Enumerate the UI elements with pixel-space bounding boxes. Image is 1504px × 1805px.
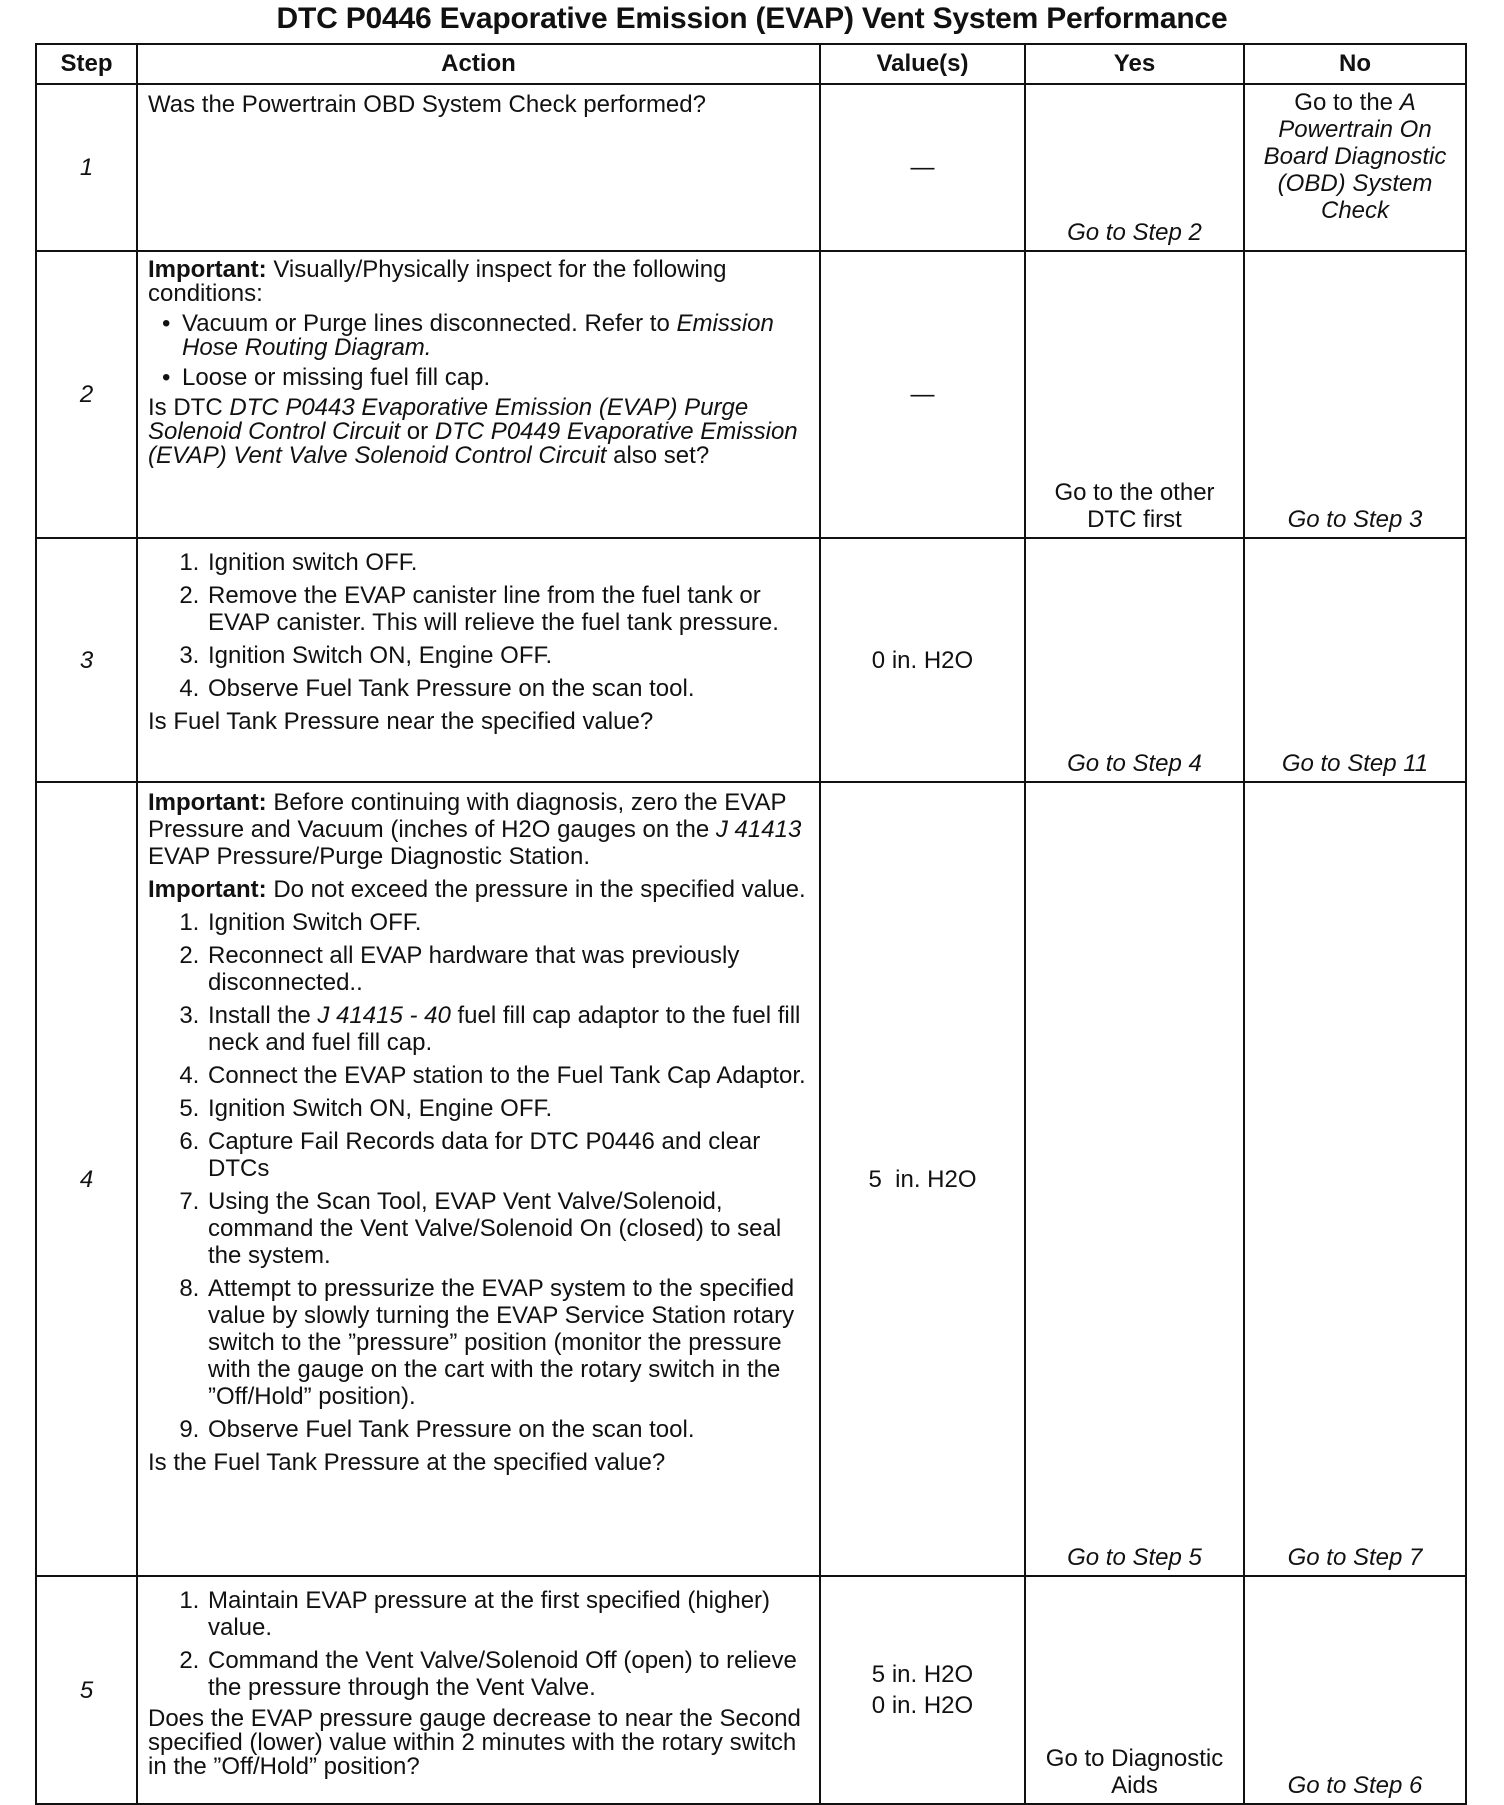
yes-cell: Go to Diagnostic Aids bbox=[1025, 1576, 1244, 1804]
list-item: 1. Ignition switch OFF. bbox=[206, 549, 809, 576]
no-cell: Go to Step 6 bbox=[1244, 1576, 1466, 1804]
action-cell bbox=[137, 84, 820, 251]
header-step: Step bbox=[36, 44, 137, 84]
action-question: Is the Fuel Tank Pressure at the specified value? bbox=[148, 1449, 666, 1476]
value-cell bbox=[820, 1576, 1025, 1804]
list-item: 2. Reconnect all EVAP hardware that was previously disconnected.. bbox=[206, 942, 809, 996]
list-item bbox=[182, 312, 809, 360]
step-number: 2 bbox=[36, 251, 137, 538]
no-text: Go to the bbox=[1294, 89, 1400, 116]
list-item: 1. Ignition Switch OFF. bbox=[206, 909, 809, 936]
yes-cell: Go to Step 5 bbox=[1025, 782, 1244, 1576]
list-item: 8. Attempt to pressurize the EVAP system to the specified value by slowly turning the EVAP Service Station rotary switch to the ”pressure” position (monitor the pressure with the gauge on the cart with the rotary switch in the ”Off/Hold” position). bbox=[206, 1275, 809, 1410]
question-text: or bbox=[400, 418, 435, 445]
list-item-text: Install the bbox=[208, 1002, 318, 1029]
step-number: 4 bbox=[36, 782, 137, 1576]
action-cell bbox=[137, 251, 820, 538]
no-cell: Go to Step 3 bbox=[1244, 251, 1466, 538]
action-cell bbox=[137, 538, 820, 782]
list-item-reference: Emission Hose Routing Diagram. bbox=[182, 310, 774, 361]
diagnostic-table bbox=[35, 43, 1467, 1805]
list-item: 2. Command the Vent Valve/Solenoid Off (open) to relieve the pressure through the Vent Valve. bbox=[206, 1647, 809, 1701]
page-title: DTC P0446 Evaporative Emission (EVAP) Vent System Performance bbox=[276, 2, 1228, 35]
table-header-row bbox=[36, 44, 1466, 84]
yes-cell: Go to Step 4 bbox=[1025, 538, 1244, 782]
value-cell: 5 in. H2O bbox=[820, 782, 1025, 1576]
step-number: 3 bbox=[36, 538, 137, 782]
list-item-text: Vacuum or Purge lines disconnected. Refer to bbox=[182, 310, 677, 337]
table-row bbox=[36, 782, 1466, 1576]
list-item: 7. Using the Scan Tool, EVAP Vent Valve/Solenoid, command the Vent Valve/Solenoid On (closed) to seal the system. bbox=[206, 1188, 809, 1269]
question-text: also set? bbox=[606, 442, 710, 469]
important-text: Visually/Physically inspect for the following conditions: bbox=[148, 256, 727, 307]
value-cell: 0 in. H2O bbox=[820, 538, 1025, 782]
header-values: Value(s) bbox=[820, 44, 1025, 84]
header-no: No bbox=[1244, 44, 1466, 84]
action-cell bbox=[137, 1576, 820, 1804]
table-row bbox=[36, 538, 1466, 782]
tool-reference: J 41415 - 40 bbox=[317, 1002, 451, 1029]
action-question: Is Fuel Tank Pressure near the specified value? bbox=[148, 708, 654, 735]
table-row bbox=[36, 84, 1466, 251]
list-item: 6. Capture Fail Records data for DTC P0446 and clear DTCs bbox=[206, 1128, 809, 1182]
important-text: EVAP Pressure/Purge Diagnostic Station. bbox=[148, 843, 591, 870]
list-item: 1. Maintain EVAP pressure at the first specified (higher) value. bbox=[206, 1587, 809, 1641]
list-item: 3. Ignition Switch ON, Engine OFF. bbox=[206, 642, 809, 669]
no-link-text: A Powertrain On Board Diagnostic (OBD) System Check bbox=[1263, 89, 1447, 224]
action-question: Does the EVAP pressure gauge decrease to near the Second specified (lower) value within 2 minutes with the rotary switch in the ”Off/Hold” position? bbox=[148, 1705, 801, 1780]
action-question: Was the Powertrain OBD System Check performed? bbox=[148, 91, 706, 118]
step-number: 5 bbox=[36, 1576, 137, 1804]
first-value: 5 in. H2O bbox=[871, 1661, 974, 1688]
procedure-list bbox=[148, 1587, 809, 1701]
value-cell: — bbox=[820, 251, 1025, 538]
no-cell bbox=[1244, 84, 1466, 251]
list-item: 2. Remove the EVAP canister line from the fuel tank or EVAP canister. This will relieve the fuel tank pressure. bbox=[206, 582, 809, 636]
header-yes: Yes bbox=[1025, 44, 1244, 84]
important-label: Important: bbox=[148, 256, 267, 283]
important-text: Before continuing with diagnosis, zero the EVAP Pressure and Vacuum (inches of H2O gauges on the bbox=[148, 789, 787, 843]
question-text: Is DTC bbox=[148, 394, 230, 421]
condition-list bbox=[148, 312, 809, 390]
value-cell: — bbox=[820, 84, 1025, 251]
action-cell bbox=[137, 782, 820, 1576]
no-cell: Go to Step 7 bbox=[1244, 782, 1466, 1576]
table-row bbox=[36, 251, 1466, 538]
second-value: 0 in. H2O bbox=[871, 1692, 974, 1719]
yes-cell: Go to Step 2 bbox=[1025, 84, 1244, 251]
important-label: Important: bbox=[148, 789, 267, 816]
list-item: 4. Connect the EVAP station to the Fuel Tank Cap Adaptor. bbox=[206, 1062, 809, 1089]
question-reference: DTC P0443 Evaporative Emission (EVAP) Purge Solenoid Control Circuit bbox=[148, 394, 749, 445]
procedure-list bbox=[148, 909, 809, 1443]
important-text: Do not exceed the pressure in the specified value. bbox=[266, 876, 806, 903]
table-row bbox=[36, 1576, 1466, 1804]
important-label: Important: bbox=[148, 876, 267, 903]
list-item: 9. Observe Fuel Tank Pressure on the scan tool. bbox=[206, 1416, 809, 1443]
step-number: 1 bbox=[36, 84, 137, 251]
header-action: Action bbox=[137, 44, 820, 84]
list-item bbox=[206, 1002, 809, 1056]
question-reference: DTC P0449 Evaporative Emission (EVAP) Vent Valve Solenoid Control Circuit bbox=[148, 418, 798, 469]
list-item-text: Loose or missing fuel fill cap. bbox=[182, 364, 491, 391]
list-item: 4. Observe Fuel Tank Pressure on the scan tool. bbox=[206, 675, 809, 702]
list-item-text: fuel fill cap adaptor to the fuel fill neck and fuel fill cap. bbox=[208, 1002, 801, 1056]
no-cell: Go to Step 11 bbox=[1244, 538, 1466, 782]
list-item: 5. Ignition Switch ON, Engine OFF. bbox=[206, 1095, 809, 1122]
procedure-list bbox=[148, 549, 809, 702]
list-item bbox=[182, 366, 809, 390]
yes-cell: Go to the other DTC first bbox=[1025, 251, 1244, 538]
tool-reference: J 41413 bbox=[715, 816, 802, 843]
